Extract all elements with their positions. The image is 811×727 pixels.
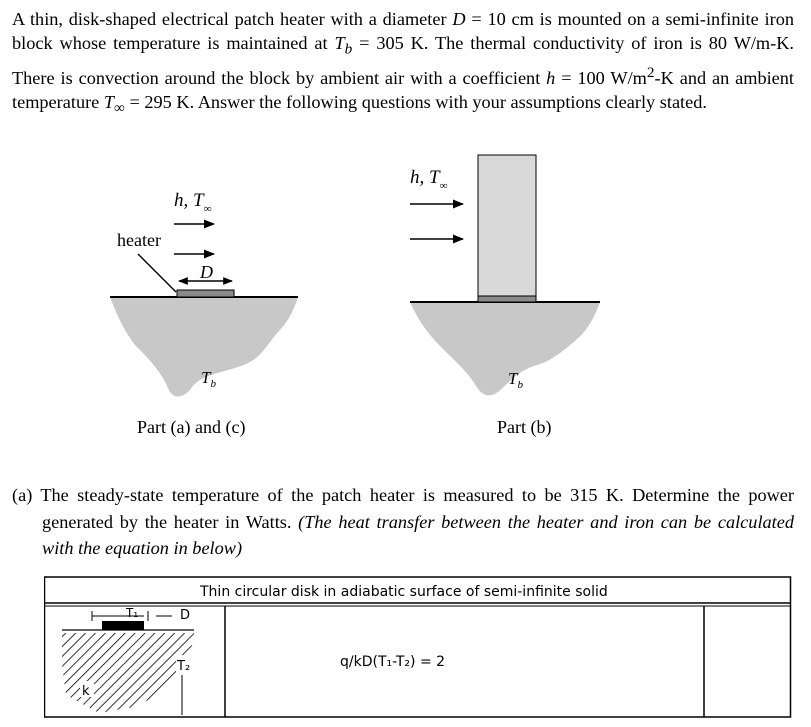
- subscript-b: b: [344, 40, 353, 58]
- right-iron-block: [410, 302, 600, 395]
- problem-text-6: = 295 K. Answer the following questions with your assumptions clearly stated.: [124, 91, 707, 112]
- shape-factor-table: [44, 575, 794, 720]
- symbol-h: h: [546, 67, 556, 88]
- question-a: [12, 482, 794, 562]
- sketch-T1-label: T₁: [126, 606, 139, 620]
- left-h-label: h, $T_\infty$: [174, 190, 212, 215]
- sketch-T2-label: T₂: [177, 659, 191, 674]
- question-a-text: The steady-state temperature of the patch heater is measured to be 315 K. Determine the power generated by the heater in Watts.: [40, 485, 795, 532]
- symbol-T: T: [334, 32, 345, 53]
- vertical-fin: [478, 155, 536, 296]
- problem-text-4: = 100 W/m: [555, 67, 647, 88]
- problem-text-3: = 305 K. The thermal conductivity of iron is 80 W/m-K. There is convection around the block by ambient air with a coefficient: [12, 32, 795, 88]
- semi-infinite-solid-hatch: [62, 631, 194, 713]
- left-Tb-label: $T_b$: [201, 368, 216, 390]
- problem-text-2: = 10 cm is mounted on a semi-infinite iron block whose temperature is maintained at: [12, 9, 794, 53]
- table-header-text: Thin circular disk in adiabatic surface of semi-infinite solid: [200, 584, 608, 600]
- symbol-T-inf: T: [103, 91, 115, 112]
- heater-leader-line: [138, 254, 176, 292]
- right-Tb-label: $T_b$: [508, 369, 523, 391]
- sketch-disk: [102, 621, 144, 630]
- shape-factor-formula: q/kD(T₁-T₂) = 2: [340, 654, 446, 670]
- superscript-2: 2: [646, 63, 655, 81]
- question-a-note: (The heat transfer between the heater and iron can be calculated with the equation in below): [42, 511, 794, 558]
- heater-disk: [177, 290, 234, 297]
- disk-sketch: [62, 606, 196, 715]
- heater-label: heater: [117, 230, 161, 250]
- right-h-label: h, $T_\infty$: [410, 167, 448, 192]
- problem-text-5: -K and an ambient temperature: [12, 67, 794, 112]
- fin-base-heater: [478, 296, 536, 302]
- right-diagram: [410, 155, 600, 438]
- right-caption: Part (b): [497, 417, 552, 437]
- left-caption: Part (a) and (c): [137, 417, 246, 437]
- sketch-k-label: k: [82, 684, 90, 699]
- subscript-inf: ∞: [114, 99, 125, 117]
- problem-text-1: A thin, disk-shaped electrical patch heater with a diameter: [12, 9, 453, 29]
- symbol-D: D: [452, 9, 466, 29]
- heater-figure: [0, 140, 811, 450]
- problem-statement: [12, 8, 794, 120]
- diameter-label: D: [200, 262, 213, 282]
- question-a-label: (a): [12, 485, 41, 505]
- sketch-D-label: D: [180, 608, 191, 623]
- left-diagram: [110, 190, 298, 438]
